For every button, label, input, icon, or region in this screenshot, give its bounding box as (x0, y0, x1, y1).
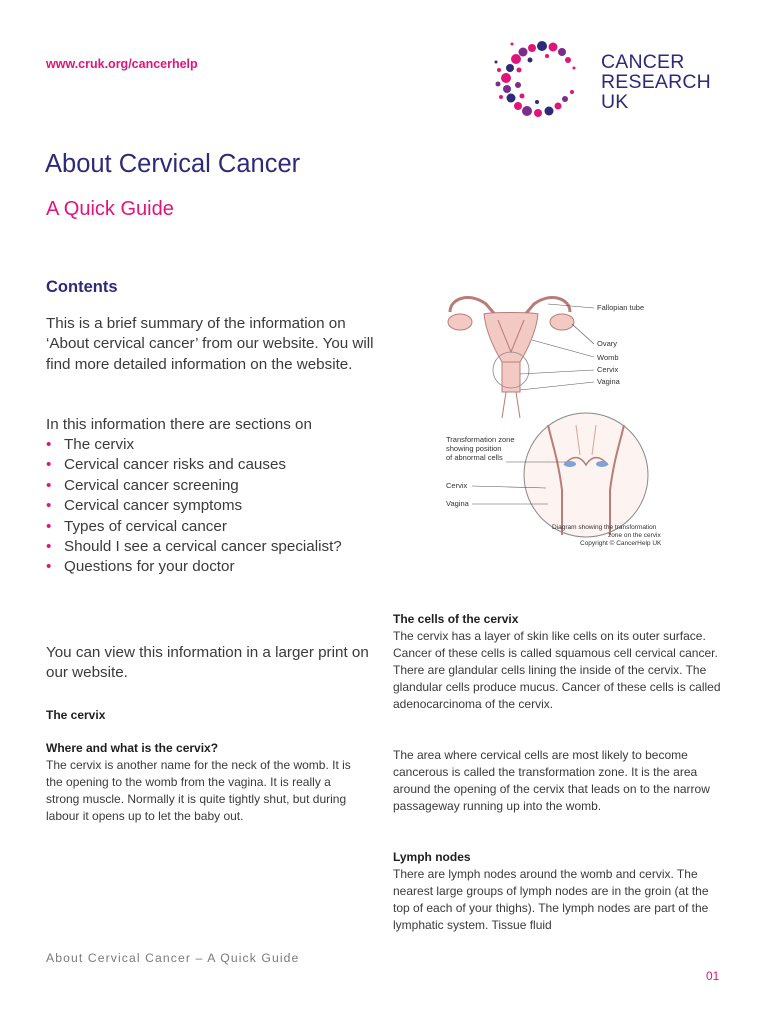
diagram-copyright: Copyright © CancerHelp UK (580, 540, 662, 547)
label-showing-position: showing position (446, 444, 502, 453)
contents-item-questions[interactable]: • Questions for your doctor (46, 557, 366, 577)
magnified-cervix-illustration (524, 413, 648, 537)
logo-c-mark (495, 41, 576, 117)
contents-item-types[interactable]: • Types of cervical cancer (46, 517, 366, 537)
label-transformation-zone: Transformation zone (446, 435, 515, 444)
large-print-note: You can view this information in a larger print on our website. (46, 644, 369, 682)
sections-intro: In this information there are sections on (46, 416, 312, 433)
page-number: 01 (706, 969, 720, 983)
logo-wordmark (601, 52, 711, 112)
diagram-caption-line2: zone on the cervix (608, 532, 661, 539)
cervix-anatomy-diagram (436, 290, 736, 552)
logo-word-research: RESEARCH (601, 71, 711, 93)
lymph-nodes-heading: Lymph nodes (393, 850, 471, 864)
diagram-caption-line1: Diagram showing the transformation (552, 524, 657, 531)
lymph-nodes-text: There are lymph nodes around the womb and cervix. The nearest large groups of lymph nodes are in the groin (at the top of each of your thighs). The lymph nodes are part of the lymphatic system. Tissue fluid (393, 867, 709, 933)
label-ovary: Ovary (597, 339, 618, 348)
contents-item-risks[interactable]: • Cervical cancer risks and causes (46, 455, 366, 475)
page-subtitle: A Quick Guide (46, 198, 174, 220)
label-vagina: Vagina (597, 377, 620, 386)
contents-item-symptoms[interactable]: • Cervical cancer symptoms (46, 496, 366, 516)
where-cervix-heading: Where and what is the cervix? (46, 741, 219, 755)
label-cervix-detail: Cervix (446, 481, 468, 490)
cells-text: The cervix has a layer of skin like cells on its outer surface. Cancer of these cells is called squamous cell cervical cancer. There are glandular cells lining the inside of the cervix. The glandular cells produce mucus. Cancer of these cells is called adenocarcinoma of the cervix. (393, 629, 721, 712)
uterus-illustration (448, 298, 574, 418)
transformation-zone-text: The area where cervical cells are most likely to become cancerous is called the transformation zone. It is the area around the opening of the cervix that leads on to the narrow passageway running up into the womb. (393, 748, 710, 814)
logo-word-uk: UK (601, 91, 629, 113)
label-vagina-detail: Vagina (446, 499, 469, 508)
contents-list (46, 435, 366, 578)
where-cervix-text: The cervix is another name for the neck of the womb. It is the opening to the womb from the vagina. It is really a strong muscle. Normally it is quite tightly shut, but during labour it opens up to let the baby out. (46, 758, 351, 824)
label-fallopian-tube: Fallopian tube (597, 303, 645, 312)
cervix-heading: The cervix (46, 708, 106, 722)
contents-heading: Contents (46, 278, 118, 296)
contents-item-specialist[interactable]: • Should I see a cervical cancer specialist? (46, 537, 366, 557)
contents-intro: This is a brief summary of the information on ‘About cervical cancer’ from our website. You will find more detailed information on the website. (46, 315, 374, 373)
cancerhelp-url[interactable]: www.cruk.org/cancerhelp (46, 57, 198, 71)
contents-item-cervix[interactable]: • The cervix (46, 435, 366, 455)
page-title: About Cervical Cancer (45, 150, 301, 178)
logo-word-cancer: CANCER (601, 51, 685, 73)
footer-title: About Cervical Cancer – A Quick Guide (46, 951, 300, 965)
contents-item-screening[interactable]: • Cervical cancer screening (46, 476, 366, 496)
label-cervix: Cervix (597, 365, 619, 374)
cells-heading: The cells of the cervix (393, 612, 519, 626)
label-womb: Womb (597, 353, 619, 362)
label-abnormal-cells: of abnormal cells (446, 453, 503, 462)
